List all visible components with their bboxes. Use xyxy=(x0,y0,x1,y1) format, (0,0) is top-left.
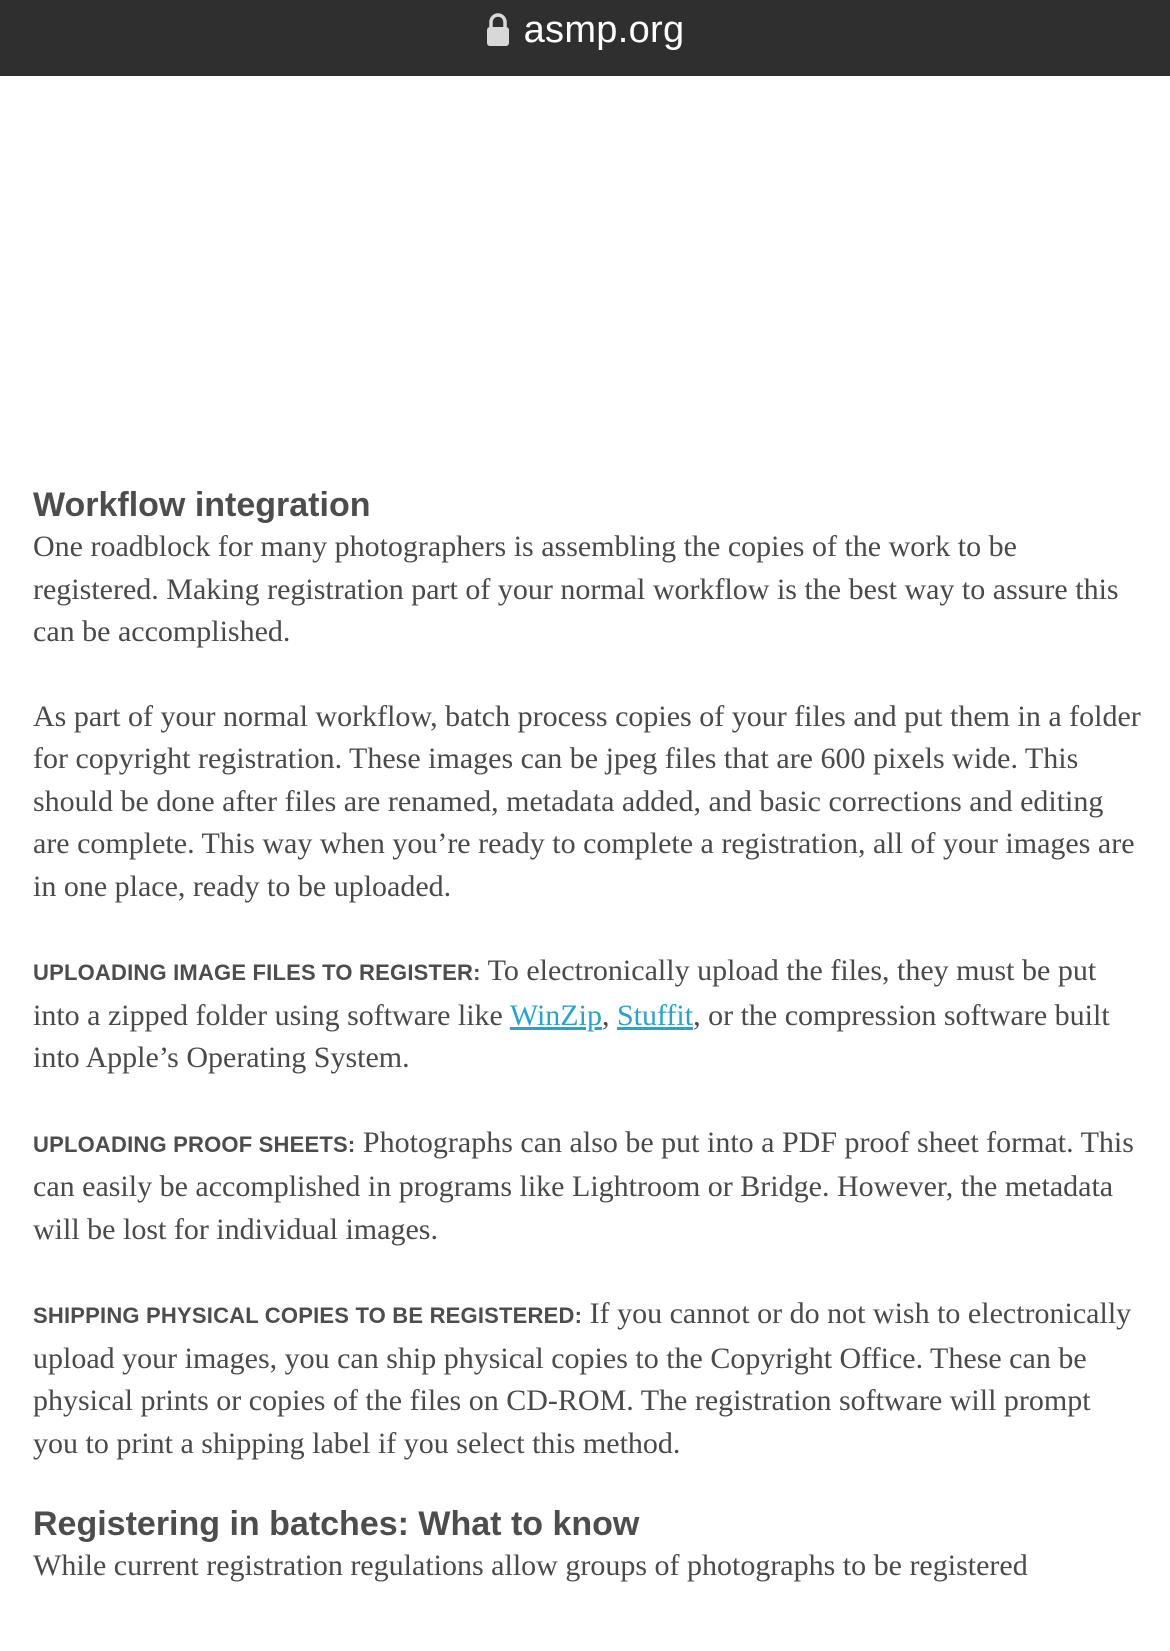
uploading-files-label: UPLOADING IMAGE FILES TO REGISTER: xyxy=(33,960,481,985)
article-content xyxy=(33,484,1143,1588)
uploading-files-text: To electronically upload the files, they must be put into a zipped folder using software like xyxy=(33,954,1097,1032)
browser-address-bar[interactable] xyxy=(0,0,1170,76)
paragraph-uploading-files xyxy=(33,950,1143,1080)
shipping-label: SHIPPING PHYSICAL COPIES TO BE REGISTERED: xyxy=(33,1303,583,1328)
winzip-link[interactable]: WinZip xyxy=(509,998,602,1032)
stuffit-link[interactable]: Stuffit xyxy=(616,998,694,1032)
proof-sheets-label: UPLOADING PROOF SHEETS: xyxy=(33,1131,356,1157)
proof-sheets-text: Photographs can also be put into a PDF proof sheet format. This can easily be accomplished in programs like Lightroom or Bridge. However, the metadata will be lost for individual images. xyxy=(33,1125,1134,1246)
url-display[interactable] xyxy=(486,9,685,52)
section-heading-workflow: Workflow integration xyxy=(33,486,371,524)
paragraph-shipping xyxy=(33,1293,1143,1465)
shipping-text: If you cannot or do not wish to electronically upload your images, you can ship physical copies to the Copyright Office. These can be physical prints or copies of the files on CD-ROM. The registration software will prompt you to print a shipping label if you select this method. xyxy=(33,1297,1132,1460)
link-separator: , xyxy=(601,998,617,1032)
lock-icon xyxy=(486,13,510,47)
paragraph-roadblock: One roadblock for many photographers is assembling the copies of the work to be registered. Making registration part of your normal workflow is the best way to assure this can be accomplished. xyxy=(33,530,1119,648)
uploading-files-text-end: , or the compression software built into Apple’s Operating System. xyxy=(33,998,1110,1074)
paragraph-batch-process: As part of your normal workflow, batch process copies of your files and put them in a folder for copyright registration. These images can be jpeg files that are 600 pixels wide. This should be done after files are renamed, metadata added, and basic corrections and editing are complete. This way when you’re ready to complete a registration, all of your images are in one place, ready to be uploaded. xyxy=(33,699,1141,903)
section-heading-batches: Registering in batches: What to know xyxy=(33,1505,640,1543)
paragraph-batches: While current registration regulations allow groups of photographs to be registered xyxy=(33,1549,1028,1582)
paragraph-proof-sheets xyxy=(33,1122,1143,1252)
url-text: asmp.org xyxy=(523,8,685,51)
